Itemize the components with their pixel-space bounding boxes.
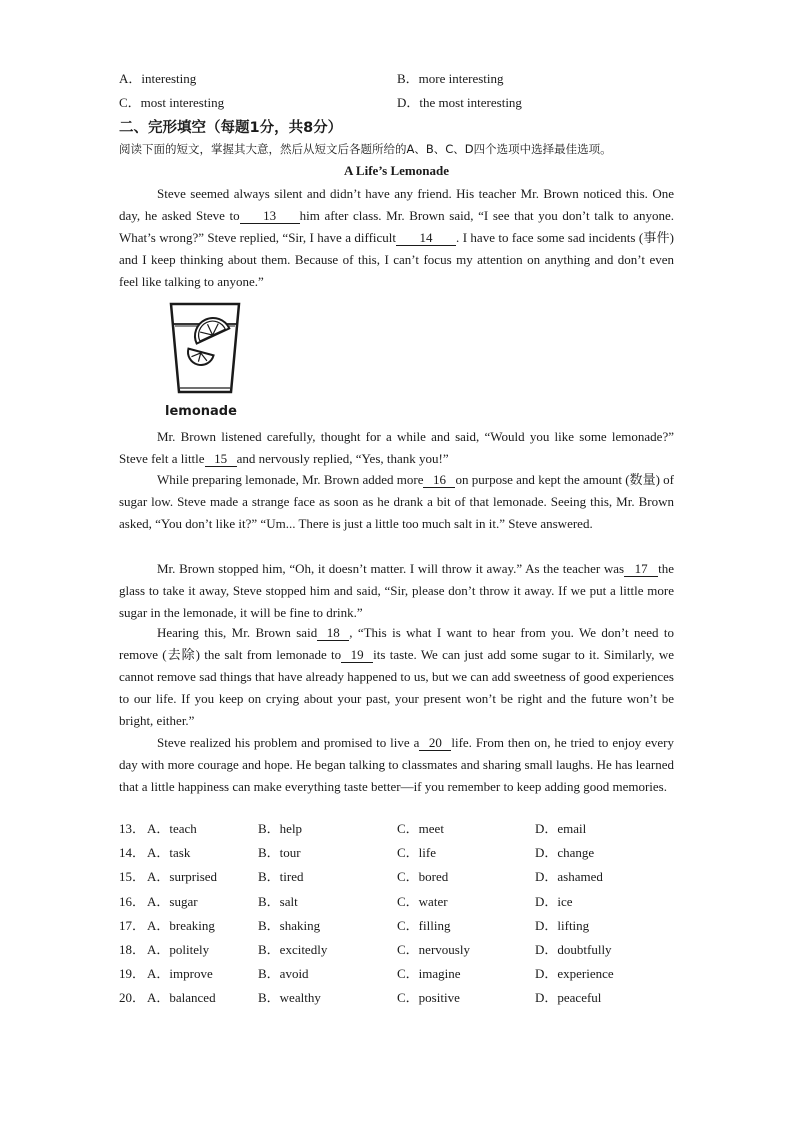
- question-number: 15．: [119, 869, 146, 885]
- p4-text-2: the glass to take it away, Steve stopped him and said, “Sir, please don’t throw it away. If we put a little more sugar in the lemonade, it will be fine to drink.”: [119, 561, 674, 620]
- prev-option-b: B．more interesting: [397, 71, 504, 86]
- blank-13: 13: [240, 208, 300, 224]
- option-c: C．positive: [397, 990, 460, 1006]
- option-c: C．imagine: [397, 966, 461, 982]
- question-number: 13．: [119, 821, 146, 836]
- option-c: C．water: [397, 893, 448, 909]
- option-c: C．bored: [397, 869, 449, 885]
- blank-14: 14: [396, 230, 456, 246]
- option-c: C．filling: [397, 917, 451, 933]
- p5-text-1: Hearing this, Mr. Brown said: [157, 625, 318, 640]
- question-number: 17．: [119, 917, 146, 933]
- paragraph-4: [119, 558, 674, 624]
- option-b: B．excitedly: [258, 941, 328, 957]
- option-b: B．salt: [258, 893, 298, 909]
- prev-option-a: A．interesting: [119, 71, 197, 86]
- lemonade-caption: lemonade: [165, 404, 237, 419]
- option-a: A．politely: [147, 941, 210, 957]
- blank-15: 15: [205, 451, 237, 467]
- blank-20: 20: [419, 735, 451, 751]
- question-number: 16．: [119, 893, 146, 909]
- option-c: C．nervously: [397, 941, 470, 957]
- option-c: C．meet: [397, 821, 444, 836]
- option-d: D．ashamed: [535, 869, 603, 885]
- blank-19: 19: [341, 647, 373, 663]
- lemonade-glass-icon: [165, 300, 245, 400]
- option-a: A．task: [147, 845, 191, 861]
- p2-text-2: and nervously replied, “Yes, thank you!”: [236, 451, 449, 466]
- option-d: D．change: [535, 845, 595, 861]
- p2-text-1: Mr. Brown listened carefully, thought for a while and said, “Would you like some lemonade?” Steve felt a little: [119, 429, 674, 466]
- p6-text-1: Steve realized his problem and promised to live a: [157, 735, 420, 750]
- p6-text-2: life. From then on, he tried to enjoy every day with more courage and hope. He began talking to classmates and sharing small laughs. He has learned that a little happiness can make everything taste better—if you remember to keep adding good memories.: [119, 735, 674, 794]
- paragraph-2: [119, 426, 674, 470]
- question-number: 19．: [119, 966, 146, 982]
- option-a: A．surprised: [147, 869, 218, 885]
- option-d: D．ice: [535, 893, 573, 909]
- paragraph-6: [119, 732, 674, 798]
- blank-16: 16: [423, 472, 455, 488]
- option-b: B．shaking: [258, 917, 321, 933]
- option-b: B．help: [258, 821, 303, 836]
- option-d: D．email: [535, 821, 587, 836]
- passage-title: A Life’s Lemonade: [344, 163, 449, 178]
- p4-text-1: Mr. Brown stopped him, “Oh, it doesn’t matter. I will throw it away.” As the teacher was: [157, 561, 625, 576]
- question-number: 18．: [119, 941, 146, 957]
- option-d: D．lifting: [535, 917, 590, 933]
- option-b: B．avoid: [258, 966, 309, 982]
- prev-option-c: C．most interesting: [119, 95, 225, 110]
- p1-text-1: Steve seemed always silent and didn’t have any friend. His teacher Mr. Brown noticed this. One day, he asked Steve to: [119, 186, 674, 223]
- p1-text-3: . I have to face some sad incidents (事件) and I keep thinking about them. Because of this, I can’t focus my attention on anything and don’t even feel like talking to anyone.”: [119, 230, 675, 289]
- p5-text-3: its taste. We can just add some sugar to it. Similarly, we cannot remove sad things that have already happened to us, but we can add sweetness of good experiences to our life. If you keep on crying about your past, your present won’t be right and the future won’t be bright, either.”: [119, 647, 674, 728]
- option-d: D．experience: [535, 966, 614, 982]
- option-b: B．wealthy: [258, 990, 321, 1006]
- option-a: A．balanced: [147, 990, 216, 1006]
- option-a: A．breaking: [147, 917, 215, 933]
- question-number: 20．: [119, 990, 146, 1006]
- option-a: A．improve: [147, 966, 213, 982]
- blank-18: 18: [317, 625, 349, 641]
- option-d: D．doubtfully: [535, 941, 612, 957]
- section-title: 二、完形填空（每题1分，共8分）: [119, 120, 343, 136]
- option-b: B．tour: [258, 845, 301, 861]
- option-a: A．teach: [147, 821, 197, 836]
- p1-text-2: him after class. Mr. Brown said, “I see that you don’t talk to anyone. What’s wrong?” Steve replied, “Sir, I have a difficult: [119, 208, 674, 245]
- lemonade-figure: [165, 300, 245, 422]
- blank-17: 17: [624, 561, 658, 577]
- paragraph-1: [119, 183, 674, 293]
- option-b: B．tired: [258, 869, 304, 885]
- paragraph-3: [119, 469, 674, 535]
- option-a: A．sugar: [147, 893, 198, 909]
- question-number: 14．: [119, 845, 146, 861]
- p5-text-2: , “This is what I want to hear from you. We don’t need to remove (去除) the salt from lemonade to: [119, 625, 675, 662]
- section-instructions: 阅读下面的短文，掌握其大意，然后从短文后各题所给的A、B、C、D四个选项中选择最佳选项。: [119, 142, 612, 156]
- option-d: D．peaceful: [535, 990, 602, 1006]
- option-c: C．life: [397, 845, 436, 861]
- prev-option-d: D．the most interesting: [397, 95, 522, 110]
- p3-text-2: on purpose and kept the amount (数量) of sugar low. Steve made a strange face as soon as he drank a bit of that lemonade. Seeing this, Mr. Brown asked, “You don’t like it?” “Um... There is just a little too much salt in it.” Steve answered.: [119, 472, 674, 531]
- p3-text-1: While preparing lemonade, Mr. Brown added more: [157, 472, 424, 487]
- paragraph-5: [119, 622, 674, 732]
